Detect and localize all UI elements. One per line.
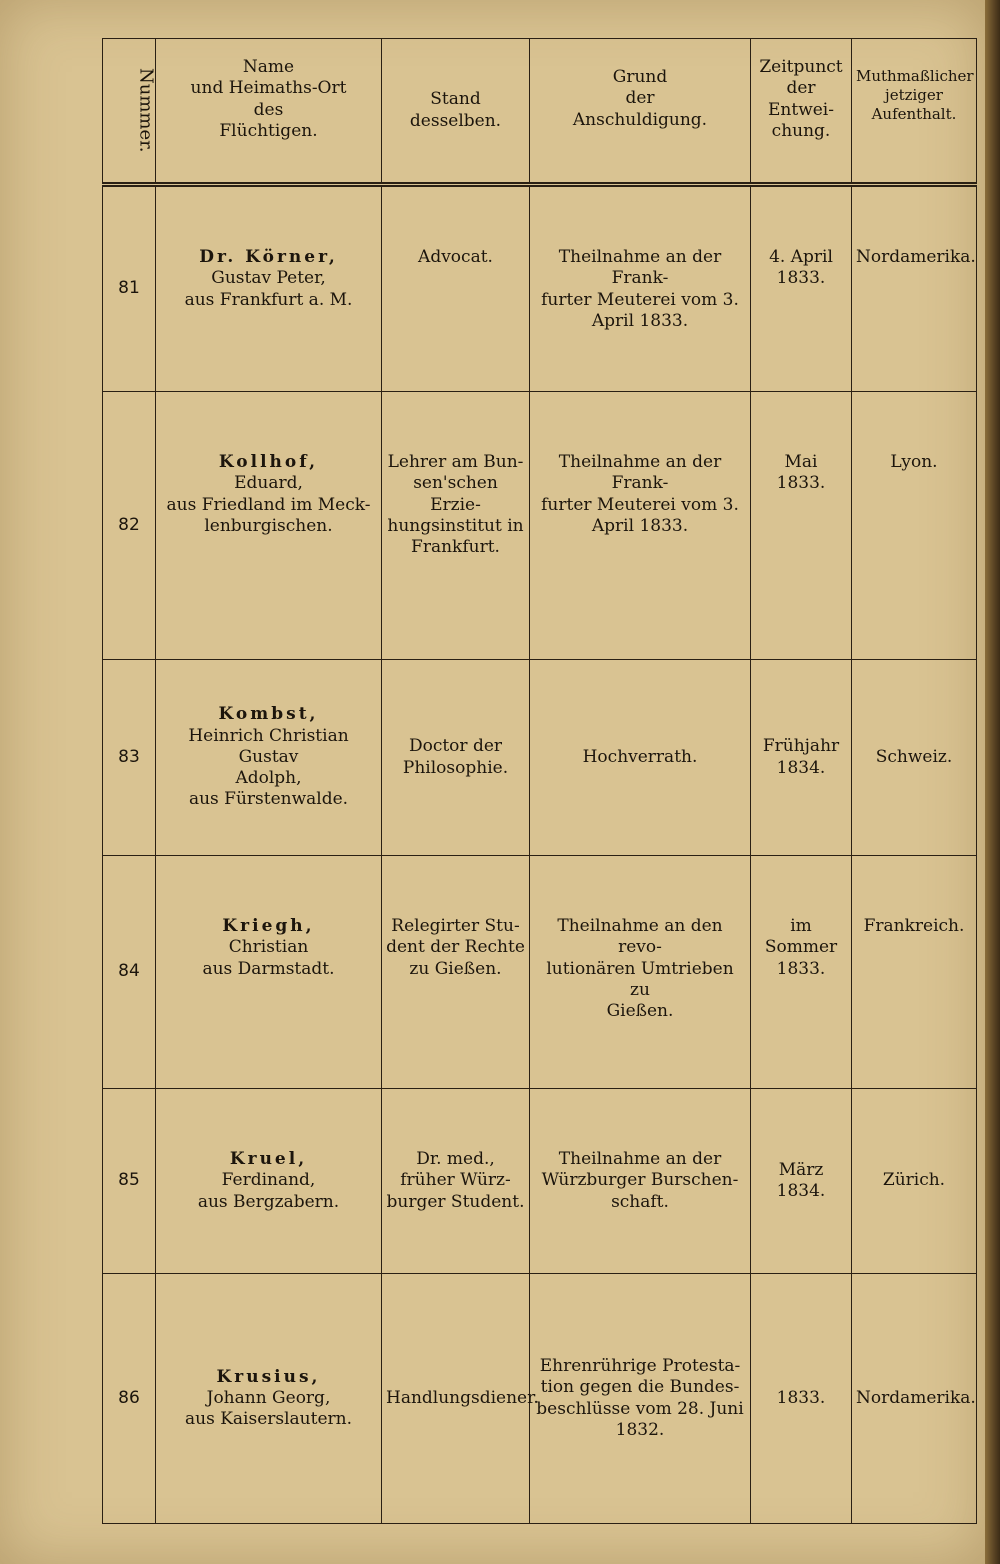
presumed-residence: Nordamerika.	[852, 1274, 977, 1524]
table-row	[103, 392, 977, 660]
fugitive-name: Kollhof, Eduard, aus Friedland im Meck- lenburgischen.	[156, 392, 382, 660]
accusation-reason: Theilnahme an den revo- lutionären Umtrieben zu Gießen.	[530, 856, 751, 1089]
header-reason: Grund der Anschuldigung.	[530, 39, 751, 185]
table-row	[103, 1089, 977, 1274]
accusation-reason: Ehrenrührige Protesta- tion gegen die Bundes- beschlüsse vom 28. Juni 1832.	[530, 1274, 751, 1524]
row-number: 86	[103, 1274, 156, 1524]
header-status: Stand desselben.	[382, 39, 530, 185]
table-row	[103, 1274, 977, 1524]
row-number: 84	[103, 856, 156, 1089]
fugitive-name: Kombst, Heinrich Christian Gustav Adolph, aus Fürstenwalde.	[156, 660, 382, 856]
fugitive-name: Kruel, Ferdinand, aus Bergzabern.	[156, 1089, 382, 1274]
escape-time: Mai 1833.	[751, 392, 852, 660]
fugitives-register-table	[102, 38, 977, 1524]
fugitive-status: Doctor der Philosophie.	[382, 660, 530, 856]
fugitive-status: Dr. med., früher Würz- burger Student.	[382, 1089, 530, 1274]
row-number: 83	[103, 660, 156, 856]
accusation-reason: Hochverrath.	[530, 660, 751, 856]
escape-time: Frühjahr 1834.	[751, 660, 852, 856]
escape-time: im Sommer 1833.	[751, 856, 852, 1089]
fugitive-status: Lehrer am Bun- sen'schen Erzie- hungsinstitut in Frankfurt.	[382, 392, 530, 660]
accusation-reason: Theilnahme an der Frank- furter Meuterei vom 3. April 1833.	[530, 185, 751, 392]
fugitive-name: Krusius, Johann Georg, aus Kaiserslautern.	[156, 1274, 382, 1524]
presumed-residence: Nordamerika.	[852, 185, 977, 392]
header-time: Zeitpunct der Entwei- chung.	[751, 39, 852, 185]
fugitive-name: Dr. Körner, Gustav Peter, aus Frankfurt a. M.	[156, 185, 382, 392]
escape-time: 4. April 1833.	[751, 185, 852, 392]
row-number: 81	[103, 185, 156, 392]
table-row	[103, 660, 977, 856]
row-number: 85	[103, 1089, 156, 1274]
header-number	[103, 39, 156, 185]
header-row	[103, 39, 977, 185]
header-residence: Muthmaßlicher jetziger Aufenthalt.	[852, 39, 977, 185]
presumed-residence: Zürich.	[852, 1089, 977, 1274]
presumed-residence: Frankreich.	[852, 856, 977, 1089]
row-number: 82	[103, 392, 156, 660]
presumed-residence: Schweiz.	[852, 660, 977, 856]
presumed-residence: Lyon.	[852, 392, 977, 660]
table-row	[103, 185, 977, 392]
escape-time: März 1834.	[751, 1089, 852, 1274]
fugitive-status: Advocat.	[382, 185, 530, 392]
accusation-reason: Theilnahme an der Frank- furter Meuterei vom 3. April 1833.	[530, 392, 751, 660]
escape-time: 1833.	[751, 1274, 852, 1524]
header-number-label: Nummer.	[135, 68, 157, 153]
accusation-reason: Theilnahme an der Würzburger Burschen- schaft.	[530, 1089, 751, 1274]
book-spine-edge	[985, 0, 1000, 1564]
fugitive-status: Relegirter Stu- dent der Rechte zu Gießen.	[382, 856, 530, 1089]
fugitive-status: Handlungsdiener.	[382, 1274, 530, 1524]
table-row	[103, 856, 977, 1089]
fugitive-name: Kriegh, Christian aus Darmstadt.	[156, 856, 382, 1089]
header-name: Name und Heimaths-Ort des Flüchtigen.	[156, 39, 382, 185]
